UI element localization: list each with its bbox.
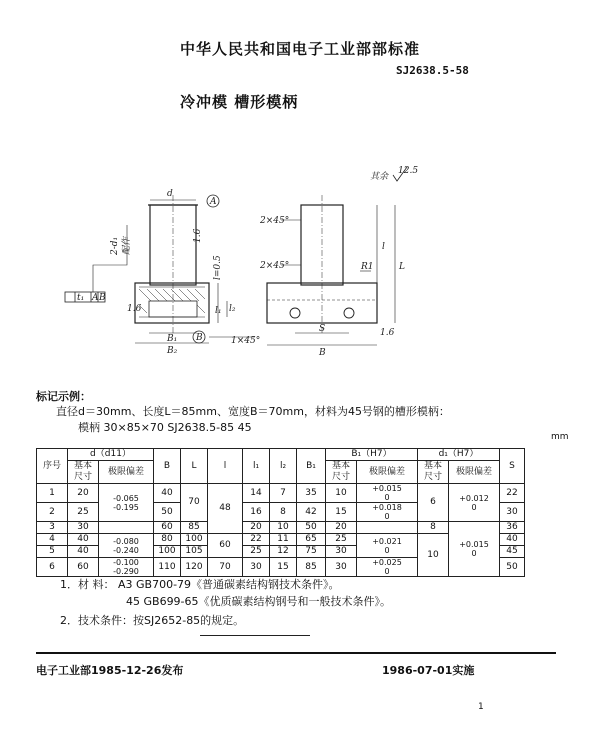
table-row [37, 484, 525, 503]
cell: +0.015 0 [357, 484, 418, 503]
cell: 85 [181, 522, 208, 534]
cell: 45 [500, 546, 525, 558]
example-line-2: 模柄 30×85×70 SJ2638.5-85 45 [78, 421, 252, 434]
cell: +0.012 0 [449, 484, 500, 522]
cell: 20 [68, 484, 99, 503]
cell: 12 [270, 546, 297, 558]
cell: +0.021 0 [357, 534, 418, 558]
label-chamfer2: 2×45° [260, 261, 290, 271]
label-rough-c: 1.6 [380, 328, 395, 338]
col-header: l₁ [243, 449, 270, 484]
cell: 75 [297, 546, 326, 558]
label-b2: B₂ [167, 346, 178, 356]
cell: 16 [243, 503, 270, 522]
divider-short [200, 635, 310, 636]
label-rough-a: 1.6 [127, 304, 142, 314]
col-header: B₁（H7） [326, 449, 418, 461]
cell: 1 [37, 484, 68, 503]
cell: 70 [208, 558, 243, 577]
label-rough-b: 1.6 [193, 228, 203, 243]
footer-divider [36, 652, 556, 654]
cell: 15 [270, 558, 297, 577]
col-header: S [500, 449, 525, 484]
cell: -0.100 -0.290 [99, 558, 154, 577]
cell: -0.065 -0.195 [99, 484, 154, 522]
label-b: B [319, 348, 326, 358]
col-header: l [208, 449, 243, 484]
cell: 25 [68, 503, 99, 522]
cell: 50 [297, 522, 326, 534]
cell: +0.015 0 [449, 522, 500, 577]
ministry-header: 中华人民共和国电子工业部部标准 [179, 40, 420, 58]
cell: 3 [37, 522, 68, 534]
cell: 30 [500, 503, 525, 522]
roughness-note: 其余 [370, 172, 389, 182]
cell: 22 [243, 534, 270, 546]
cell: 60 [68, 558, 99, 577]
col-header: L [181, 449, 208, 484]
standard-number: SJ2638.5-58 [396, 64, 469, 77]
cell: 60 [154, 522, 181, 534]
cell: 11 [270, 534, 297, 546]
cell: 110 [154, 558, 181, 577]
cell: 30 [326, 546, 357, 558]
label-s: S [319, 324, 326, 334]
cell: 22 [500, 484, 525, 503]
label-d: d [167, 189, 173, 199]
label-datum-a: A [210, 197, 217, 207]
label-d-hole: 2-d₁ [110, 236, 120, 255]
cell: 85 [297, 558, 326, 577]
example-heading: 标记示例： [36, 390, 91, 403]
roughness-value: 12.5 [398, 166, 419, 176]
note-material-1: 1．材 料： A3 GB700-79《普通碳素结构钢技术条件》。 [60, 578, 340, 591]
col-header: B [154, 449, 181, 484]
cell: 40 [154, 484, 181, 503]
label-l1: l₁ [215, 306, 222, 316]
document-title: 冷冲模 槽形模柄 [180, 93, 299, 111]
spec-table [36, 448, 525, 577]
label-tol: t₁ [77, 293, 85, 303]
cell: 50 [500, 558, 525, 577]
issue-date: 电子工业部1985-12-26发布 [36, 664, 184, 677]
label-L: L [399, 262, 405, 272]
sub-header: 基本尺寸 [326, 461, 357, 484]
cell: 70 [181, 484, 208, 522]
label-datum-b-frame: B [99, 293, 106, 303]
cell [357, 522, 418, 534]
cell: 30 [326, 558, 357, 577]
cell: 120 [181, 558, 208, 577]
cell: 40 [68, 546, 99, 558]
cell: 20 [326, 522, 357, 534]
cell: 42 [297, 503, 326, 522]
cell: 48 [208, 484, 243, 534]
cell [99, 522, 154, 534]
label-datum-b: B [196, 333, 203, 343]
cell: 6 [37, 558, 68, 577]
col-header: 序号 [37, 449, 68, 484]
label-chamfer1: 2×45° [260, 216, 290, 226]
cell: 80 [154, 534, 181, 546]
cell: 5 [37, 546, 68, 558]
cell: 25 [243, 546, 270, 558]
label-b1: B₁ [167, 334, 178, 344]
cell: 25 [326, 534, 357, 546]
cell: 100 [154, 546, 181, 558]
col-header: B₁ [297, 449, 326, 484]
sub-header: 基本尺寸 [68, 461, 99, 484]
technical-drawing [55, 165, 435, 365]
cell: 60 [208, 534, 243, 558]
label-d-hole-note: 配作 [122, 236, 132, 255]
cell: 8 [270, 503, 297, 522]
cell: 100 [181, 534, 208, 546]
sub-header: 基本尺寸 [418, 461, 449, 484]
label-tol2: l=0.5 [213, 255, 223, 280]
cell: 14 [243, 484, 270, 503]
col-header: l₂ [270, 449, 297, 484]
cell: 30 [68, 522, 99, 534]
cell: 6 [418, 484, 449, 522]
cell: 40 [68, 534, 99, 546]
col-header: d（d11） [68, 449, 154, 461]
cell: 105 [181, 546, 208, 558]
table-row [37, 522, 525, 534]
col-header: d₁（H7） [418, 449, 500, 461]
example-line-1: 直径d＝30mm、长度L＝85mm、宽度B＝70mm，材料为45号钢的槽形模柄： [56, 405, 450, 418]
unit-label: mm [551, 432, 569, 442]
sub-header: 极限偏差 [449, 461, 500, 484]
label-datum-a-frame: A [92, 293, 99, 303]
note-material-2: 45 GB699-65《优质碳素结构钢号和一般技术条件》。 [126, 595, 392, 608]
cell: -0.080 -0.240 [99, 534, 154, 558]
cell: +0.025 0 [357, 558, 418, 577]
cell: 7 [270, 484, 297, 503]
sub-header: 极限偏差 [357, 461, 418, 484]
label-l: l [382, 242, 385, 252]
note-technical: 2．技术条件：按SJ2652-85的规定。 [60, 614, 245, 627]
cell: 65 [297, 534, 326, 546]
effective-date: 1986-07-01实施 [382, 664, 475, 677]
cell: 4 [37, 534, 68, 546]
cell: +0.018 0 [357, 503, 418, 522]
cell: 10 [326, 484, 357, 503]
label-chamfer3: 1×45° [231, 336, 261, 346]
page-number: 1 [478, 702, 484, 712]
cell: 30 [243, 558, 270, 577]
cell: 36 [500, 522, 525, 534]
cell: 10 [270, 522, 297, 534]
cell: 10 [418, 534, 449, 577]
cell: 35 [297, 484, 326, 503]
label-r1: R1 [361, 262, 374, 272]
sub-header: 极限偏差 [99, 461, 154, 484]
cell: 50 [154, 503, 181, 522]
cell: 15 [326, 503, 357, 522]
label-l2: l₂ [229, 304, 236, 314]
cell: 2 [37, 503, 68, 522]
cell: 40 [500, 534, 525, 546]
cell: 20 [243, 522, 270, 534]
cell: 8 [418, 522, 449, 534]
